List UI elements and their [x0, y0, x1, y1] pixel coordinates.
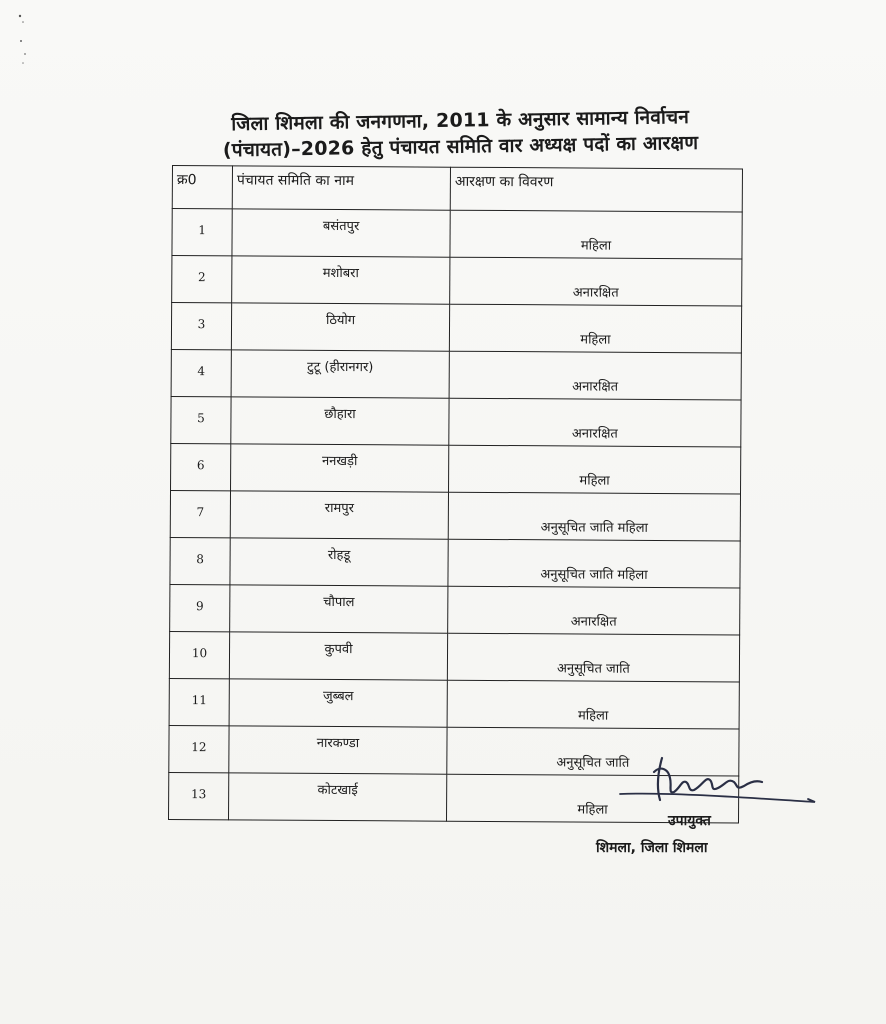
row-reservation: महिला — [447, 680, 739, 729]
title-line-1: जिला शिमला की जनगणना, 2011 के अनुसार सामान्य निर्वाचन — [231, 106, 690, 136]
row-samiti-name: ठियोग — [231, 303, 449, 351]
row-samiti-name: रोहडू — [230, 538, 448, 586]
row-reservation: अनारक्षित — [448, 586, 740, 635]
table-row — [171, 396, 741, 446]
reservation-table — [168, 165, 743, 823]
scan-specks — [14, 8, 34, 68]
row-reservation: अनुसूचित जाति — [447, 633, 739, 682]
row-serial: 5 — [171, 396, 231, 443]
row-samiti-name: चौपाल — [230, 585, 448, 633]
row-reservation: महिला — [446, 774, 738, 823]
reservation-table-wrapper — [169, 165, 742, 818]
row-samiti-name: कुपवी — [229, 632, 447, 680]
table-header-row — [172, 166, 742, 212]
signatory-place: शिमला, जिला शिमला — [596, 840, 708, 856]
row-reservation: अनारक्षित — [449, 398, 741, 447]
row-serial: 1 — [172, 209, 232, 256]
row-samiti-name: रामपुर — [230, 491, 448, 539]
row-reservation: अनारक्षित — [449, 351, 741, 400]
row-serial: 4 — [171, 349, 231, 396]
row-samiti-name: ननखड़ी — [231, 444, 449, 492]
row-serial: 10 — [169, 631, 229, 678]
row-reservation: अनुसूचित जाति — [447, 727, 739, 776]
row-serial: 2 — [172, 256, 232, 303]
table-row — [172, 209, 742, 259]
header-serial: क्र0 — [172, 166, 232, 209]
table-row — [171, 443, 741, 493]
row-serial: 3 — [171, 303, 231, 350]
row-samiti-name: मशोबरा — [232, 256, 450, 304]
table-row — [171, 303, 741, 353]
row-reservation: महिला — [450, 210, 742, 259]
row-samiti-name: कोटखाई — [229, 773, 447, 821]
row-samiti-name: नारकण्डा — [229, 726, 447, 774]
row-reservation: अनुसूचित जाति महिला — [448, 539, 740, 588]
row-reservation: अनुसूचित जाति महिला — [448, 492, 740, 541]
row-reservation: अनारक्षित — [450, 257, 742, 306]
row-samiti-name: बसंतपुर — [232, 209, 450, 257]
row-serial: 9 — [170, 584, 230, 631]
header-reservation: आरक्षण का विवरण — [450, 167, 742, 212]
header-samiti-name: पंचायत समिति का नाम — [232, 166, 450, 210]
row-serial: 13 — [169, 772, 229, 819]
title-line-2: (पंचायत)–2026 हेतु पंचायत समिति वार अध्यक्ष पदों का आरक्षण — [222, 131, 699, 162]
table-row — [170, 537, 740, 587]
table-row — [171, 349, 741, 399]
handwritten-signature — [610, 752, 830, 812]
row-serial: 12 — [169, 725, 229, 772]
row-samiti-name: छौहारा — [231, 397, 449, 445]
row-serial: 11 — [169, 678, 229, 725]
row-serial: 8 — [170, 537, 230, 584]
table-row — [169, 678, 739, 728]
document-title — [180, 103, 741, 164]
row-reservation: महिला — [449, 445, 741, 494]
row-samiti-name: टुटू (हीरानगर) — [231, 350, 449, 398]
table-row — [170, 490, 740, 540]
table-row — [172, 256, 742, 306]
row-serial: 7 — [170, 490, 230, 537]
table-row — [170, 584, 740, 634]
table-row — [169, 631, 739, 681]
signatory-designation: उपायुक्त — [668, 813, 711, 829]
row-reservation: महिला — [449, 304, 741, 353]
row-samiti-name: जुब्बल — [229, 679, 447, 727]
row-serial: 6 — [171, 443, 231, 490]
